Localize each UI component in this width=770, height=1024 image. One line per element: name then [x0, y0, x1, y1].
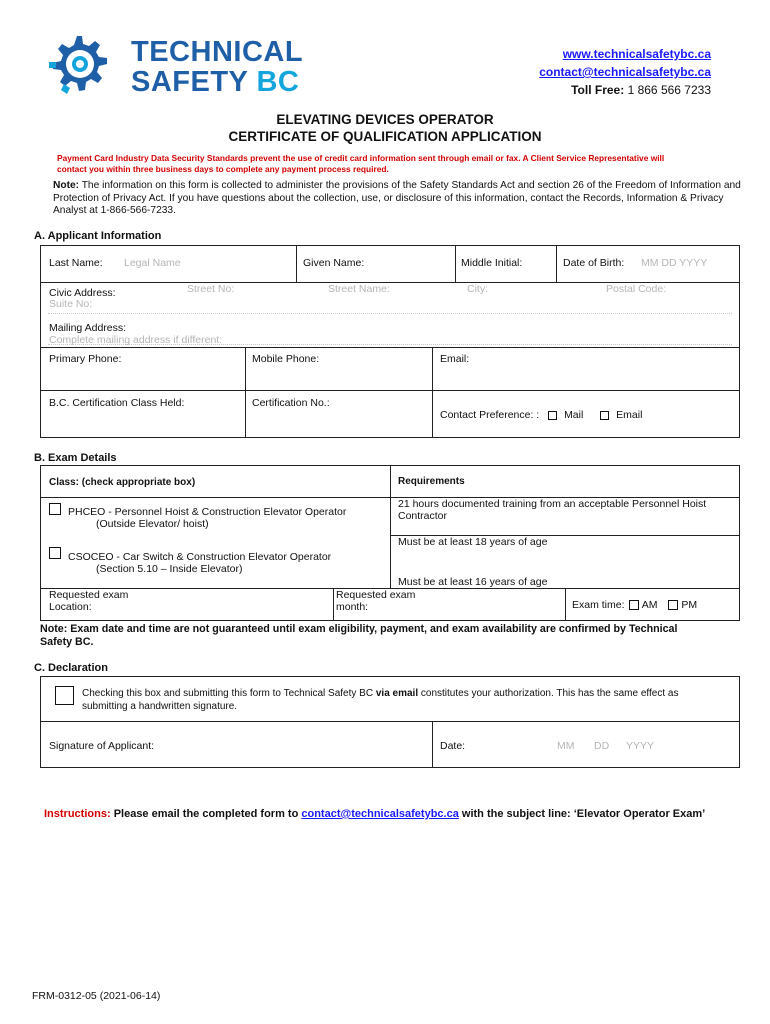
contact-preference — [440, 409, 642, 421]
email-label: Email: — [440, 353, 470, 365]
requested-location-label — [49, 589, 128, 613]
requested-month-label — [336, 589, 415, 613]
declaration-line2: submitting a handwritten signature. — [82, 700, 238, 712]
logo-text-line1: TECHNICAL — [131, 36, 304, 68]
dob-input[interactable]: MM DD YYYY — [641, 257, 708, 269]
csoceo-label-line1: CSOCEO - Car Switch & Construction Elevator Operator — [68, 551, 332, 563]
phceo-label-line1: PHCEO - Personnel Hoist & Construction Elevator Operator — [68, 506, 347, 518]
requested-location-line2: Location: — [49, 601, 92, 613]
suite-no-input[interactable]: Suite No: — [49, 298, 93, 310]
pm-label: PM — [681, 599, 698, 611]
primary-phone-label: Primary Phone: — [49, 353, 122, 365]
mailing-address-label: Mailing Address: — [49, 322, 127, 334]
declaration-text-bold: via email — [375, 688, 419, 699]
form-id: FRM-0312-05 (2021-06-14) — [32, 990, 161, 1002]
declaration-checkbox[interactable] — [55, 686, 74, 705]
instructions-text1: Please email the completed form to — [113, 808, 299, 820]
toll-free-number: 1 866 566 7233 — [627, 83, 711, 97]
signature-label: Signature of Applicant: — [49, 740, 155, 752]
phceo-label-line2: (Outside Elevator/ hoist) — [96, 518, 209, 530]
instructions — [44, 808, 705, 820]
phceo-checkbox[interactable] — [49, 503, 61, 515]
mailing-address-input[interactable]: Complete mailing address if different: — [49, 334, 223, 346]
exam-note-line2: Safety BC. — [40, 636, 94, 648]
requested-location-line1: Requested exam — [49, 589, 129, 601]
exam-note-line1: Note: Exam date and time are not guaranteed until exam eligibility, payment, and exam availability are confirmed by Technical — [40, 623, 678, 635]
date-yyyy-input[interactable]: YYYY — [626, 740, 655, 752]
date-dd-input[interactable]: DD — [594, 740, 610, 752]
email-checkbox[interactable] — [600, 411, 609, 420]
exam-time — [572, 599, 697, 611]
city-input[interactable]: City: — [467, 283, 488, 295]
class-header: Class: (check appropriate box) — [49, 477, 196, 488]
contact-preference-label: Contact Preference: : — [440, 409, 540, 421]
toll-free-label: Toll Free: — [571, 83, 625, 97]
pci-notice-line1: Payment Card Industry Data Security Standards prevent the use of credit card information sent through email or fax. A Client Service Representative will — [57, 153, 665, 163]
section-b-heading: B. Exam Details — [34, 452, 117, 464]
exam-time-label: Exam time: — [572, 599, 625, 611]
phceo-requirement-line2: Contractor — [398, 510, 448, 522]
privacy-note-line2: Protection of Privacy Act. If you have questions about the collection, use, or disclosure of this information, contact the Records, Information & Privacy — [53, 192, 724, 204]
last-name-input[interactable]: Legal Name — [124, 257, 181, 269]
privacy-note-line3: Analyst at 1-866-566-7233. — [53, 205, 176, 216]
csoceo-checkbox[interactable] — [49, 547, 61, 559]
dob-label: Date of Birth: — [563, 257, 625, 269]
website-link[interactable]: www.technicalsafetybc.ca — [562, 47, 711, 61]
requested-month-line2: month: — [336, 601, 369, 613]
given-name-label: Given Name: — [303, 257, 365, 269]
logo-text-line2a: SAFETY — [131, 66, 248, 98]
pm-checkbox[interactable] — [668, 600, 678, 610]
title-line2: CERTIFICATE OF QUALIFICATION APPLICATION — [228, 129, 542, 144]
requested-month-line1: Requested exam — [336, 589, 416, 601]
logo — [44, 30, 304, 100]
declaration-line1 — [82, 688, 678, 701]
civic-address-label: Civic Address: — [49, 287, 116, 299]
cert-no-label: Certification No.: — [252, 397, 330, 409]
cert-class-label: B.C. Certification Class Held: — [49, 397, 185, 409]
instructions-email-link[interactable]: contact@technicalsafetybc.ca — [301, 808, 459, 820]
date-mm-input[interactable]: MM — [557, 740, 575, 752]
phceo-requirement-line1: 21 hours documented training from an acceptable Personnel Hoist — [398, 498, 707, 510]
requirements-header: Requirements — [398, 476, 465, 487]
csoceo-requirement-age: Must be at least 16 years of age — [398, 576, 548, 588]
am-checkbox[interactable] — [629, 600, 639, 610]
declaration-text-c: constitutes your authorization. This has the same effect as — [418, 688, 679, 699]
privacy-note-label: Note: — [53, 180, 80, 191]
pci-notice-line2: contact you within three business days to complete any payment process required. — [57, 164, 389, 174]
declaration-text-a: Checking this box and submitting this form to Technical Safety BC — [82, 688, 376, 699]
email-option-label: Email — [616, 409, 643, 421]
postal-code-input[interactable]: Postal Code: — [606, 283, 667, 295]
last-name-label: Last Name: — [49, 257, 103, 269]
mail-option-label: Mail — [564, 409, 584, 421]
street-no-input[interactable]: Street No: — [187, 283, 235, 295]
middle-initial-label: Middle Initial: — [461, 257, 523, 269]
instructions-text2: with the subject line: ‘Elevator Operator Exam’ — [461, 808, 706, 820]
csoceo-label-line2: (Section 5.10 – Inside Elevator) — [96, 563, 243, 575]
toll-free — [539, 81, 711, 99]
date-label: Date: — [440, 740, 466, 752]
section-a-heading: A. Applicant Information — [34, 230, 162, 242]
gear-logo-icon — [44, 32, 110, 98]
logo-text-line2b: BC — [256, 66, 300, 98]
instructions-label: Instructions: — [44, 808, 111, 820]
section-c-heading: C. Declaration — [34, 662, 108, 674]
phceo-requirement-age: Must be at least 18 years of age — [398, 536, 548, 548]
am-label: AM — [641, 599, 658, 611]
privacy-note-line1: The information on this form is collected to administer the provisions of the Safety Standards Act and section 26 of the Freedom of Information and — [81, 180, 741, 191]
mobile-phone-label: Mobile Phone: — [252, 353, 320, 365]
street-name-input[interactable]: Street Name: — [328, 283, 390, 295]
title-line1: ELEVATING DEVICES OPERATOR — [276, 112, 494, 127]
mail-checkbox[interactable] — [548, 411, 557, 420]
contact-email-link[interactable]: contact@technicalsafetybc.ca — [539, 65, 711, 79]
